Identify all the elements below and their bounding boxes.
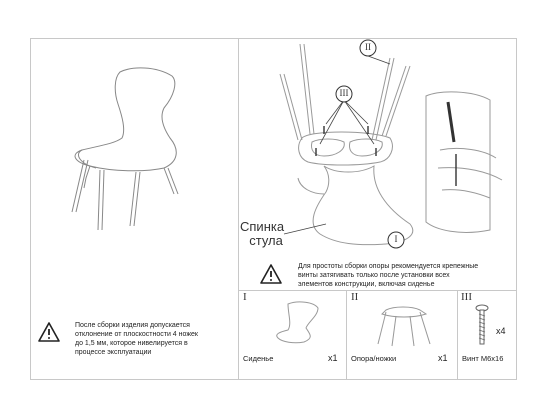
part-name: Опора/ножки — [351, 354, 397, 363]
parts-column-divider — [457, 290, 458, 380]
part-roman: III — [461, 291, 472, 303]
chair-legs-icon — [366, 300, 440, 348]
parts-divider — [238, 290, 517, 291]
part-name: Винт М6х16 — [462, 354, 504, 363]
part-roman: II — [351, 291, 359, 303]
panel-divider — [238, 38, 239, 380]
part-qty: x1 — [328, 353, 338, 363]
screw-icon — [474, 304, 490, 348]
part-name: Сиденье — [243, 354, 274, 363]
marker-III: III — [339, 88, 349, 98]
part-qty: x4 — [496, 326, 506, 336]
right-note: Для простоты сборки опоры рекомендуется крепежные винты затягивать только после установки всех элементов конструкции, включая сиденье — [298, 263, 479, 288]
warning-triangle-icon — [38, 322, 60, 342]
part-qty: x1 — [438, 353, 448, 363]
part-roman: I — [243, 291, 247, 303]
left-note: После сборки изделия допускается отклонение от плоскостности 4 ножек до 1,5 мм, которое нивелируется в процессе эксплуатации — [75, 322, 198, 356]
chair-icon — [270, 300, 330, 346]
warning-triangle-icon — [260, 264, 282, 284]
assembly-illustration — [240, 38, 516, 290]
marker-I: I — [394, 234, 398, 244]
marker-II: II — [365, 42, 371, 52]
backrest-label: Спинка стула — [240, 219, 285, 248]
parts-column-divider — [346, 290, 347, 380]
assembled-chair-illustration — [60, 60, 210, 240]
